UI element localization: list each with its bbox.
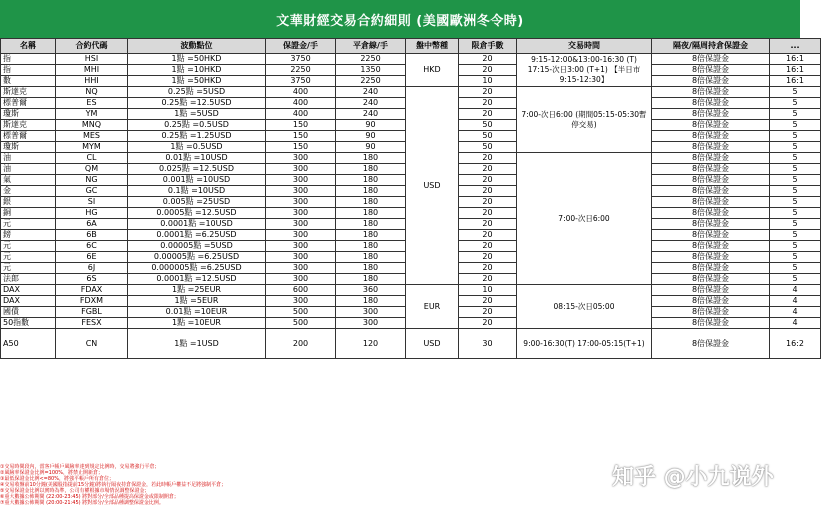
note-line: ④交易收盤前10分鐘(美國股指提前15分鐘)將執行隔夜持倉保證金，若此時帳戶權益不足將強制平倉； xyxy=(0,482,227,488)
cell-liquidation: 180 xyxy=(336,230,406,241)
cell-name: 指 xyxy=(1,54,56,65)
cell-code: FESX xyxy=(56,318,128,329)
cell-name: DAX xyxy=(1,296,56,307)
cell-tick: 1點 =10EUR xyxy=(128,318,266,329)
cell-extra: 4 xyxy=(770,285,821,296)
cell-overnight: 8倍保證金 xyxy=(652,252,770,263)
cell-overnight: 8倍保證金 xyxy=(652,186,770,197)
cell-name: 元 xyxy=(1,219,56,230)
cell-margin: 3750 xyxy=(266,54,336,65)
cell-hours: 7:00-次日6:00 xyxy=(517,153,652,285)
cell-limit: 20 xyxy=(459,208,517,219)
cell-code: ES xyxy=(56,98,128,109)
cell-margin: 400 xyxy=(266,98,336,109)
note-line: ②風險率保證金比例=100%，將禁止開新倉； xyxy=(0,470,103,476)
cell-name: 瓊斯 xyxy=(1,142,56,153)
cell-tick: 0.001點 =10USD xyxy=(128,175,266,186)
cell-liquidation: 180 xyxy=(336,274,406,285)
cell-currency: EUR xyxy=(406,285,459,329)
cell-name: DAX xyxy=(1,285,56,296)
cell-overnight: 8倍保證金 xyxy=(652,98,770,109)
header-code: 合約代碼 xyxy=(56,39,128,54)
header-name: 名稱 xyxy=(1,39,56,54)
cell-tick: 0.0001點 =6.25USD xyxy=(128,230,266,241)
cell-limit: 30 xyxy=(459,329,517,359)
cell-overnight: 8倍保證金 xyxy=(652,153,770,164)
cell-code: CL xyxy=(56,153,128,164)
cell-extra: 5 xyxy=(770,252,821,263)
cell-extra: 5 xyxy=(770,197,821,208)
cell-limit: 20 xyxy=(459,65,517,76)
cell-limit: 20 xyxy=(459,153,517,164)
cell-code: MES xyxy=(56,131,128,142)
cell-liquidation: 180 xyxy=(336,263,406,274)
cell-limit: 20 xyxy=(459,307,517,318)
header-extra: ... xyxy=(770,39,821,54)
cell-margin: 300 xyxy=(266,230,336,241)
cell-extra: 5 xyxy=(770,109,821,120)
cell-margin: 400 xyxy=(266,109,336,120)
table-row xyxy=(1,329,821,359)
cell-overnight: 8倍保證金 xyxy=(652,307,770,318)
cell-margin: 150 xyxy=(266,142,336,153)
cell-limit: 20 xyxy=(459,164,517,175)
cell-name: 氣 xyxy=(1,175,56,186)
cell-hours: 08:15-次日05:00 xyxy=(517,285,652,329)
cell-limit: 20 xyxy=(459,241,517,252)
cell-margin: 300 xyxy=(266,186,336,197)
cell-overnight: 8倍保證金 xyxy=(652,296,770,307)
cell-code: YM xyxy=(56,109,128,120)
cell-tick: 0.01點 =10EUR xyxy=(128,307,266,318)
cell-liquidation: 240 xyxy=(336,87,406,98)
cell-liquidation: 180 xyxy=(336,241,406,252)
cell-currency: USD xyxy=(406,87,459,285)
cell-limit: 50 xyxy=(459,142,517,153)
cell-margin: 300 xyxy=(266,296,336,307)
contract-table xyxy=(0,38,821,359)
cell-margin: 200 xyxy=(266,329,336,359)
cell-name: 鎊 xyxy=(1,230,56,241)
cell-extra: 5 xyxy=(770,142,821,153)
cell-margin: 300 xyxy=(266,263,336,274)
cell-limit: 20 xyxy=(459,230,517,241)
cell-margin: 500 xyxy=(266,318,336,329)
cell-code: FDXM xyxy=(56,296,128,307)
cell-extra: 5 xyxy=(770,175,821,186)
cell-name: 斯達克 xyxy=(1,120,56,131)
cell-margin: 300 xyxy=(266,208,336,219)
cell-overnight: 8倍保證金 xyxy=(652,109,770,120)
cell-limit: 20 xyxy=(459,87,517,98)
cell-extra: 5 xyxy=(770,164,821,175)
header-overnight: 隔夜/隔周持倉保證金 xyxy=(652,39,770,54)
cell-code: HHI xyxy=(56,76,128,87)
cell-margin: 150 xyxy=(266,131,336,142)
cell-tick: 1點 =50HKD xyxy=(128,54,266,65)
cell-overnight: 8倍保證金 xyxy=(652,131,770,142)
cell-tick: 0.25點 =0.5USD xyxy=(128,120,266,131)
table-row xyxy=(1,285,821,296)
table-row xyxy=(1,54,821,65)
cell-liquidation: 180 xyxy=(336,186,406,197)
cell-liquidation: 2250 xyxy=(336,54,406,65)
cell-overnight: 8倍保證金 xyxy=(652,65,770,76)
cell-code: CN xyxy=(56,329,128,359)
cell-limit: 20 xyxy=(459,296,517,307)
cell-extra: 4 xyxy=(770,296,821,307)
cell-extra: 16:2 xyxy=(770,329,821,359)
cell-liquidation: 300 xyxy=(336,307,406,318)
header-limit: 限倉手數 xyxy=(459,39,517,54)
cell-margin: 300 xyxy=(266,219,336,230)
cell-name: 斯達克 xyxy=(1,87,56,98)
cell-currency: HKD xyxy=(406,54,459,87)
cell-code: NQ xyxy=(56,87,128,98)
cell-limit: 20 xyxy=(459,263,517,274)
cell-code: 6S xyxy=(56,274,128,285)
cell-extra: 5 xyxy=(770,153,821,164)
cell-margin: 300 xyxy=(266,241,336,252)
cell-tick: 0.0001點 =12.5USD xyxy=(128,274,266,285)
cell-tick: 0.000005點 =6.25USD xyxy=(128,263,266,274)
cell-extra: 4 xyxy=(770,318,821,329)
note-line: ⑥重大數據公佈期間 (22:00-23:45) 將對部分/全部品種提高保證金或限制開倉； xyxy=(0,494,179,500)
cell-overnight: 8倍保證金 xyxy=(652,164,770,175)
cell-limit: 20 xyxy=(459,175,517,186)
cell-tick: 0.00005點 =6.25USD xyxy=(128,252,266,263)
cell-tick: 1點 =25EUR xyxy=(128,285,266,296)
cell-hours: 7:00-次日6:00 (期間05:15-05:30暫停交易) xyxy=(517,87,652,153)
cell-limit: 10 xyxy=(459,285,517,296)
cell-extra: 5 xyxy=(770,87,821,98)
cell-code: SI xyxy=(56,197,128,208)
cell-name: 法郎 xyxy=(1,274,56,285)
cell-name: 銀 xyxy=(1,197,56,208)
cell-code: 6J xyxy=(56,263,128,274)
cell-margin: 150 xyxy=(266,120,336,131)
cell-tick: 0.25點 =5USD xyxy=(128,87,266,98)
cell-overnight: 8倍保證金 xyxy=(652,230,770,241)
cell-name: 銅 xyxy=(1,208,56,219)
cell-margin: 300 xyxy=(266,197,336,208)
cell-margin: 300 xyxy=(266,274,336,285)
cell-liquidation: 180 xyxy=(336,153,406,164)
cell-extra: 5 xyxy=(770,186,821,197)
cell-liquidation: 2250 xyxy=(336,76,406,87)
cell-overnight: 8倍保證金 xyxy=(652,285,770,296)
cell-limit: 20 xyxy=(459,197,517,208)
cell-liquidation: 180 xyxy=(336,296,406,307)
note-line: ⑦重大數據公佈期間 (20:00-21:45) 將對部分/全部品種調整保證金比例。 xyxy=(0,500,164,506)
cell-code: MYM xyxy=(56,142,128,153)
cell-extra: 16:1 xyxy=(770,54,821,65)
table-row xyxy=(1,87,821,98)
cell-liquidation: 240 xyxy=(336,98,406,109)
note-line: ①交易時間段內，當客戶帳戶風險率達到規定比例時，交易將強行平倉； xyxy=(0,464,160,470)
cell-overnight: 8倍保證金 xyxy=(652,274,770,285)
cell-extra: 5 xyxy=(770,263,821,274)
cell-code: HG xyxy=(56,208,128,219)
cell-tick: 1點 =5USD xyxy=(128,109,266,120)
cell-limit: 50 xyxy=(459,120,517,131)
cell-name: 元 xyxy=(1,252,56,263)
cell-name: 瓊斯 xyxy=(1,109,56,120)
cell-extra: 4 xyxy=(770,307,821,318)
cell-extra: 5 xyxy=(770,98,821,109)
cell-code: 6B xyxy=(56,230,128,241)
cell-overnight: 8倍保證金 xyxy=(652,120,770,131)
cell-overnight: 8倍保證金 xyxy=(652,263,770,274)
cell-tick: 0.005點 =25USD xyxy=(128,197,266,208)
cell-code: FGBL xyxy=(56,307,128,318)
watermark: 知乎 @小九说外 xyxy=(612,465,774,490)
cell-margin: 600 xyxy=(266,285,336,296)
cell-tick: 0.25點 =12.5USD xyxy=(128,98,266,109)
cell-name: 標普爾 xyxy=(1,131,56,142)
cell-overnight: 8倍保證金 xyxy=(652,197,770,208)
page-title: 文華財經交易合約細則 (美國歐洲冬令時) xyxy=(0,0,800,38)
cell-code: MNQ xyxy=(56,120,128,131)
cell-name: 元 xyxy=(1,263,56,274)
cell-extra: 5 xyxy=(770,120,821,131)
cell-limit: 20 xyxy=(459,54,517,65)
note-line: ③最低保證金比例<=80%，將強平帳戶所有倉位； xyxy=(0,476,114,482)
cell-limit: 20 xyxy=(459,186,517,197)
cell-liquidation: 90 xyxy=(336,120,406,131)
cell-name: 國債 xyxy=(1,307,56,318)
cell-extra: 5 xyxy=(770,241,821,252)
cell-limit: 20 xyxy=(459,274,517,285)
cell-name: 50指數 xyxy=(1,318,56,329)
header-tick: 波動點位 xyxy=(128,39,266,54)
cell-overnight: 8倍保證金 xyxy=(652,208,770,219)
cell-tick: 0.1點 =10USD xyxy=(128,186,266,197)
cell-tick: 0.00005點 =5USD xyxy=(128,241,266,252)
cell-tick: 1點 =10HKD xyxy=(128,65,266,76)
cell-margin: 500 xyxy=(266,307,336,318)
header-hours: 交易時間 xyxy=(517,39,652,54)
cell-name: 金 xyxy=(1,186,56,197)
cell-name: 油 xyxy=(1,164,56,175)
cell-liquidation: 180 xyxy=(336,252,406,263)
cell-name: 指 xyxy=(1,65,56,76)
cell-overnight: 8倍保證金 xyxy=(652,87,770,98)
cell-extra: 5 xyxy=(770,219,821,230)
cell-liquidation: 240 xyxy=(336,109,406,120)
cell-extra: 16:1 xyxy=(770,76,821,87)
cell-code: GC xyxy=(56,186,128,197)
cell-limit: 20 xyxy=(459,98,517,109)
cell-liquidation: 180 xyxy=(336,219,406,230)
cell-margin: 300 xyxy=(266,252,336,263)
cell-extra: 16:1 xyxy=(770,65,821,76)
cell-liquidation: 360 xyxy=(336,285,406,296)
notes xyxy=(0,464,560,506)
cell-tick: 0.0005點 =12.5USD xyxy=(128,208,266,219)
cell-name: 油 xyxy=(1,153,56,164)
cell-tick: 0.025點 =12.5USD xyxy=(128,164,266,175)
note-line: ⑤交易保證金比例以實時為準，公司有權根據市場情況調整保證金； xyxy=(0,488,150,494)
cell-liquidation: 1350 xyxy=(336,65,406,76)
cell-overnight: 8倍保證金 xyxy=(652,142,770,153)
cell-extra: 5 xyxy=(770,131,821,142)
cell-overnight: 8倍保證金 xyxy=(652,241,770,252)
cell-currency: USD xyxy=(406,329,459,359)
cell-limit: 10 xyxy=(459,76,517,87)
cell-margin: 300 xyxy=(266,164,336,175)
table-header-row xyxy=(1,39,821,54)
cell-tick: 1點 =0.5USD xyxy=(128,142,266,153)
cell-extra: 5 xyxy=(770,230,821,241)
cell-overnight: 8倍保證金 xyxy=(652,54,770,65)
cell-tick: 1點 =1USD xyxy=(128,329,266,359)
cell-margin: 300 xyxy=(266,153,336,164)
cell-liquidation: 180 xyxy=(336,197,406,208)
cell-code: QM xyxy=(56,164,128,175)
cell-tick: 1點 =50HKD xyxy=(128,76,266,87)
cell-name: A50 xyxy=(1,329,56,359)
cell-overnight: 8倍保證金 xyxy=(652,329,770,359)
cell-hours: 9:15-12:00&13:00-16:30 (T) 17:15-次日3:00 (T+1) 【半日市9:15-12:30】 xyxy=(517,54,652,87)
cell-extra: 5 xyxy=(770,208,821,219)
cell-limit: 20 xyxy=(459,109,517,120)
cell-liquidation: 300 xyxy=(336,318,406,329)
cell-overnight: 8倍保證金 xyxy=(652,219,770,230)
cell-overnight: 8倍保證金 xyxy=(652,318,770,329)
cell-extra: 5 xyxy=(770,274,821,285)
cell-tick: 0.0001點 =10USD xyxy=(128,219,266,230)
cell-name: 數 xyxy=(1,76,56,87)
cell-code: MHI xyxy=(56,65,128,76)
cell-code: 6C xyxy=(56,241,128,252)
cell-limit: 20 xyxy=(459,219,517,230)
cell-code: 6A xyxy=(56,219,128,230)
cell-code: HSI xyxy=(56,54,128,65)
cell-hours: 9:00-16:30(T) 17:00-05:15(T+1) xyxy=(517,329,652,359)
cell-liquidation: 120 xyxy=(336,329,406,359)
cell-liquidation: 180 xyxy=(336,175,406,186)
cell-limit: 20 xyxy=(459,318,517,329)
cell-liquidation: 90 xyxy=(336,142,406,153)
cell-liquidation: 180 xyxy=(336,164,406,175)
cell-limit: 20 xyxy=(459,252,517,263)
cell-margin: 300 xyxy=(266,175,336,186)
cell-overnight: 8倍保證金 xyxy=(652,76,770,87)
cell-name: 標普爾 xyxy=(1,98,56,109)
cell-margin: 400 xyxy=(266,87,336,98)
cell-tick: 0.25點 =1.25USD xyxy=(128,131,266,142)
header-margin: 保證金/手 xyxy=(266,39,336,54)
cell-liquidation: 90 xyxy=(336,131,406,142)
cell-code: NG xyxy=(56,175,128,186)
cell-overnight: 8倍保證金 xyxy=(652,175,770,186)
cell-tick: 0.01點 =10USD xyxy=(128,153,266,164)
cell-code: 6E xyxy=(56,252,128,263)
cell-limit: 50 xyxy=(459,131,517,142)
cell-name: 元 xyxy=(1,241,56,252)
cell-code: FDAX xyxy=(56,285,128,296)
header-liquidation: 平倉線/手 xyxy=(336,39,406,54)
cell-margin: 2250 xyxy=(266,65,336,76)
header-currency: 盤中幣種 xyxy=(406,39,459,54)
cell-liquidation: 180 xyxy=(336,208,406,219)
cell-margin: 3750 xyxy=(266,76,336,87)
cell-tick: 1點 =5EUR xyxy=(128,296,266,307)
